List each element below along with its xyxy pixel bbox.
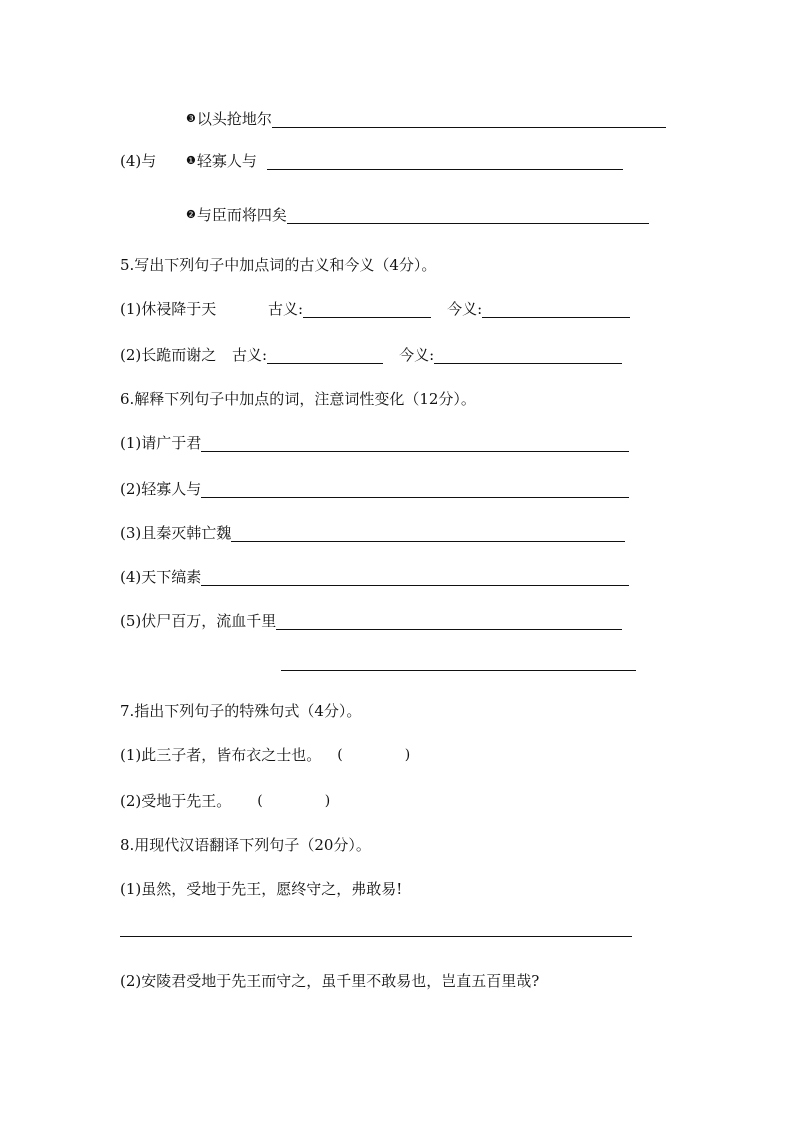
q7-item-1-text: (1)此三子者，皆布衣之士也。 <box>120 746 322 764</box>
q7-item-1-answer-space[interactable] <box>343 746 405 764</box>
q6-item-3-text: (3)且秦灭韩亡魏 <box>120 524 232 542</box>
q7-item-1-paren-open: ( <box>337 747 343 763</box>
q7-item-2-paren-open: ( <box>257 793 263 809</box>
q5-item-1-jin-label: 今义: <box>447 300 483 318</box>
q7-item-1 <box>120 740 410 764</box>
q7-title-text: 7.指出下列句子的特殊句式（4分）。 <box>120 702 362 720</box>
q5-item-1 <box>120 294 630 318</box>
q6-item-2-text: (2)轻寡人与 <box>120 480 202 498</box>
q7-item-2-answer-space[interactable] <box>263 792 325 810</box>
q4-sub-a-line <box>120 146 623 170</box>
q4-sub-c-line <box>186 104 666 128</box>
q7-item-2-paren-close: ) <box>324 793 331 809</box>
q6-item-5 <box>120 606 622 630</box>
q8-item-2-text: (2)安陵君受地于先王而守之，虽千里不敢易也，岂直五百里哉? <box>120 972 540 990</box>
q6-item-4-blank[interactable] <box>201 568 629 586</box>
q8-item-1-text: (1)虽然，受地于先王，愿终守之，弗敢易! <box>120 880 403 898</box>
q5-item-2-text: (2)长跪而谢之 <box>120 346 217 364</box>
q6-title <box>120 384 476 408</box>
q6-item-5-extra-blank[interactable] <box>281 670 636 671</box>
q6-title-text: 6.解释下列句子中加点的词，注意词性变化（12分）。 <box>120 390 476 408</box>
q6-item-1-text: (1)请广于君 <box>120 434 202 452</box>
q5-item-2-jin-blank[interactable] <box>434 346 622 364</box>
q5-title <box>120 250 436 274</box>
circled-number-one: ❶ <box>186 154 196 167</box>
q5-item-2-jin-label: 今义: <box>399 346 435 364</box>
q7-item-1-paren-close: ) <box>404 747 411 763</box>
q6-item-3 <box>120 518 625 542</box>
q6-item-4-text: (4)天下缟素 <box>120 568 202 586</box>
q4-item-label: (4)与 <box>120 152 157 170</box>
q8-item-1-answer-blank[interactable] <box>120 936 632 937</box>
q5-item-2-gu-blank[interactable] <box>267 346 383 364</box>
q6-item-5-text: (5)伏尸百万，流血千里 <box>120 612 277 630</box>
q4-sub-b-line <box>186 200 649 224</box>
q5-item-1-gu-blank[interactable] <box>303 300 431 318</box>
q5-item-1-text: (1)休祲降于天 <box>120 300 217 318</box>
q5-item-2-gu-label: 古义: <box>232 346 268 364</box>
q4-sub-b-blank[interactable] <box>287 206 649 224</box>
q6-item-4 <box>120 562 629 586</box>
q6-item-1-blank[interactable] <box>201 434 629 452</box>
q5-item-1-gu-label: 古义: <box>268 300 304 318</box>
circled-number-two: ❷ <box>186 208 196 221</box>
q5-title-text: 5.写出下列句子中加点词的古义和今义（4分）。 <box>120 256 437 274</box>
q6-item-2-blank[interactable] <box>201 480 629 498</box>
q8-title <box>120 830 371 854</box>
q5-item-1-jin-blank[interactable] <box>482 300 630 318</box>
q5-item-2 <box>120 340 622 364</box>
circled-number-three: ❸ <box>186 112 196 125</box>
q6-item-1 <box>120 428 629 452</box>
q4-sub-c-text: 以头抢地尔 <box>196 110 272 128</box>
q8-item-1 <box>120 874 402 898</box>
q6-item-3-blank[interactable] <box>231 524 625 542</box>
q4-sub-c-blank[interactable] <box>272 110 666 128</box>
q8-title-text: 8.用现代汉语翻译下列句子（20分）。 <box>120 836 371 854</box>
q6-item-5-blank[interactable] <box>276 612 622 630</box>
q7-item-2 <box>120 786 330 810</box>
q7-title <box>120 696 361 720</box>
q6-item-2 <box>120 474 629 498</box>
q4-sub-a-blank[interactable] <box>267 152 623 170</box>
q4-sub-a-text: 轻寡人与 <box>196 152 257 170</box>
q8-item-2 <box>120 966 539 990</box>
q4-sub-b-text: 与臣而将四矣 <box>196 206 287 224</box>
q7-item-2-text: (2)受地于先王。 <box>120 792 232 810</box>
